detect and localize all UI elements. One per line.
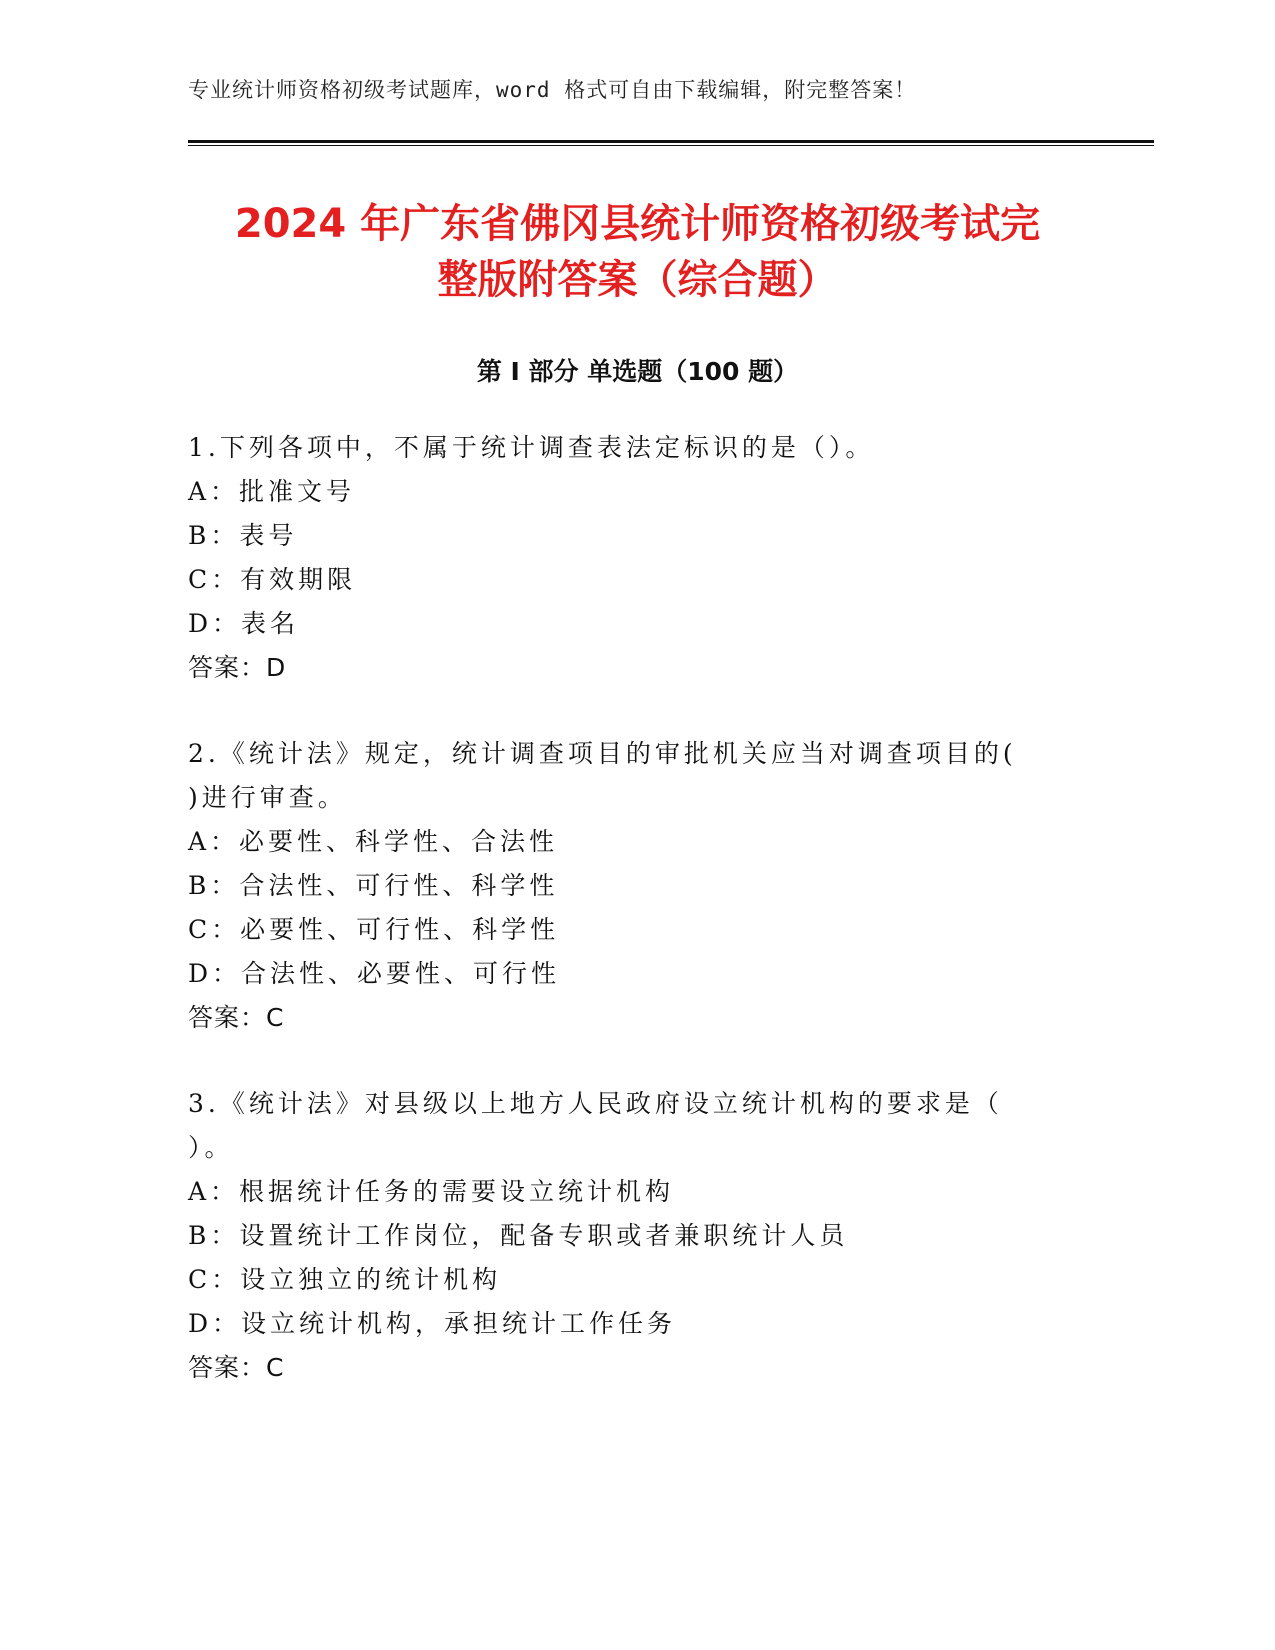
option-a: A：批准文号 [188,477,356,506]
option-d: D：设立统计机构，承担统计工作任务 [188,1309,677,1338]
header-divider-thick [188,140,1154,143]
option-c: C：有效期限 [188,565,357,594]
question-2 [188,732,1018,1040]
option-a: A：必要性、科学性、合法性 [188,827,559,856]
question-list [188,426,1018,1432]
answer: 答案：D [188,653,287,682]
document-title [150,196,1125,308]
option-b: B：设置统计工作岗位，配备专职或者兼职统计人员 [188,1221,849,1250]
option-c: C：必要性、可行性、科学性 [188,915,560,944]
option-d: D：表名 [188,609,300,638]
option-a: A：根据统计任务的需要设立统计机构 [188,1177,675,1206]
answer: 答案：C [188,1003,285,1032]
question-stem: 2.《统计法》规定，统计调查项目的审批机关应当对调查项目的( [188,739,1017,768]
question-stem: 1.下列各项中，不属于统计调查表法定标识的是（）。 [188,433,875,462]
document-title-line-1: 2024 年广东省佛冈县统计师资格初级考试完 [234,201,1041,247]
option-c: C：设立独立的统计机构 [188,1265,502,1294]
question-1 [188,426,1018,690]
header-note: 专业统计师资格初级考试题库，word 格式可自由下载编辑，附完整答案！ [188,78,917,102]
question-stem: 3.《统计法》对县级以上地方人民政府设立统计机构的要求是（ [188,1089,1003,1118]
option-d: D：合法性、必要性、可行性 [188,959,561,988]
question-stem-continued: ）。 [188,1133,234,1162]
option-b: B：合法性、可行性、科学性 [188,871,559,900]
header-divider [188,140,1154,146]
section-title: 第 I 部分 单选题（100 题） [476,357,799,386]
question-stem-continued: )进行审查。 [188,783,347,812]
option-b: B：表号 [188,521,298,550]
header-divider-thin [188,145,1154,146]
answer: 答案：C [188,1353,285,1382]
document-title-line-2: 整版附答案（综合题） [437,257,838,303]
question-3 [188,1082,1018,1390]
